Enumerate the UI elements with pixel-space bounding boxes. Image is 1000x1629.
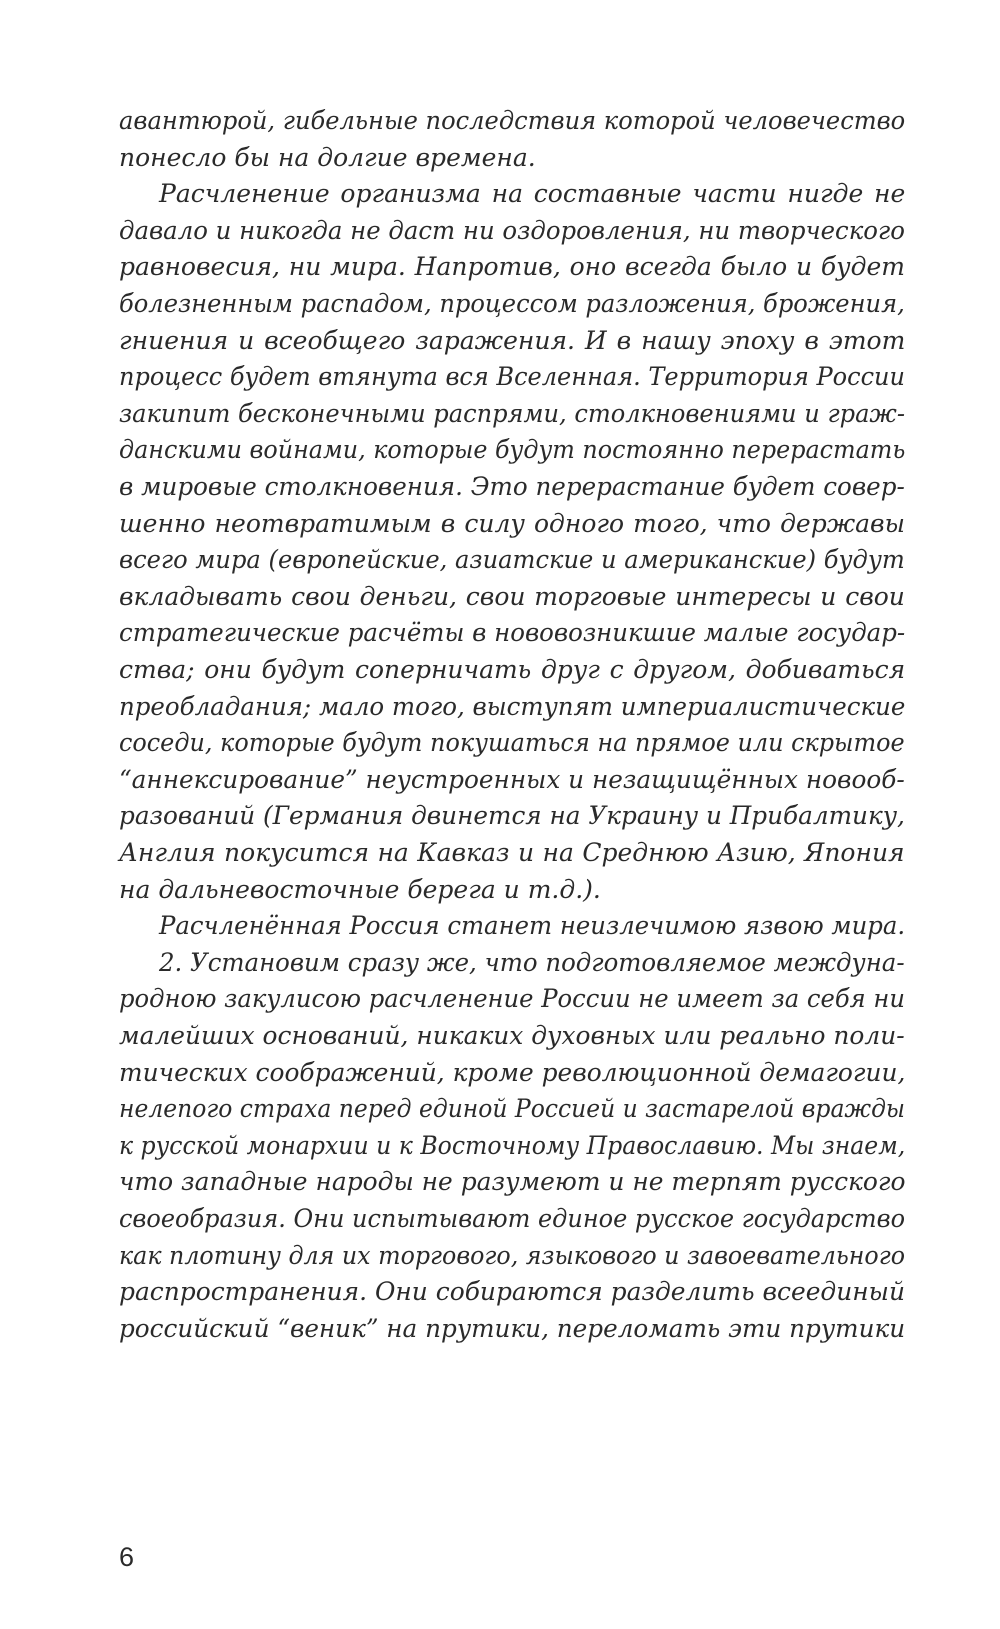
text-line: понесло бы на долгие времена. bbox=[119, 142, 536, 172]
text-line: преобладания; мало того, выступят империалистические bbox=[119, 691, 906, 721]
text-line: на дальневосточные берега и т.д.). bbox=[119, 874, 601, 904]
text-line: данскими войнами, которые будут постоянно перерастать bbox=[119, 435, 906, 465]
text-line: процесс будет втянута вся Вселенная. Территория России bbox=[119, 362, 905, 392]
text-line: шенно неотвратимым в силу одного того, что державы bbox=[119, 508, 905, 538]
text-line: стратегические расчёты в нововозникшие малые государ- bbox=[119, 618, 906, 648]
text-line: распространения. Они собираются разделить всеединый bbox=[119, 1277, 905, 1307]
text-line: Англия покусится на Кавказ и на Среднюю Азию, Япония bbox=[119, 838, 905, 867]
text-line: ства; они будут соперничать друг с другом, добиваться bbox=[119, 655, 906, 684]
text-line: как плотину для их торгового, языкового и завоевательного bbox=[119, 1240, 905, 1270]
text-line: тических соображений, кроме революционной демагогии, bbox=[119, 1057, 906, 1087]
text-line: закипит бесконечными распрями, столкновениями и граж- bbox=[119, 398, 905, 428]
text-line: что западные народы не разумеют и не терпят русского bbox=[119, 1167, 906, 1197]
text-line: всего мира (европейские, азиатские и американские) будут bbox=[119, 545, 905, 575]
text-line: Расчленение организма на составные части нигде не bbox=[159, 179, 906, 209]
text-line: российский “веник” на прутики, переломать эти прутики bbox=[119, 1313, 906, 1343]
text-line: 2. Установим сразу же, что подготовляемое междуна- bbox=[159, 947, 905, 977]
text-line: вкладывать свои деньги, свои торговые интересы и свои bbox=[119, 581, 905, 611]
text-line: Расчленённая Россия станет неизлечимою язвою мира. bbox=[159, 911, 906, 941]
text-line: авантюрой, гибельные последствия которой человечество bbox=[119, 106, 906, 135]
text-line: равновесия, ни мира. Напротив, оно всегда было и будет bbox=[119, 252, 906, 282]
text-line: нелепого страха перед единой Россией и застарелой вражды bbox=[119, 1094, 906, 1124]
text-line: к русской монархии и к Восточному Православию. Мы знаем, bbox=[119, 1130, 906, 1160]
text-line: болезненным распадом, процессом разложения, брожения, bbox=[119, 289, 905, 318]
text-line: своеобразия. Они испытывают единое русское государство bbox=[119, 1204, 906, 1233]
page-number: 6 bbox=[119, 1542, 135, 1572]
text-line: малейших оснований, никаких духовных или реально поли- bbox=[119, 1021, 905, 1050]
text-line: родною закулисою расчленение России не имеет за себя ни bbox=[119, 984, 906, 1014]
text-line: давало и никогда не даст ни оздоровления, ни творческого bbox=[119, 215, 905, 245]
text-line: разований (Германия двинется на Украину и Прибалтику, bbox=[119, 801, 905, 831]
text-line: в мировые столкновения. Это перерастание будет совер- bbox=[119, 472, 905, 501]
text-line: гниения и всеобщего заражения. И в нашу эпоху в этот bbox=[119, 325, 906, 355]
text-line: соседи, которые будут покушаться на прямое или скрытое bbox=[119, 728, 905, 758]
text-line: “аннексирование” неустроенных и незащищённых новооб- bbox=[119, 764, 905, 794]
